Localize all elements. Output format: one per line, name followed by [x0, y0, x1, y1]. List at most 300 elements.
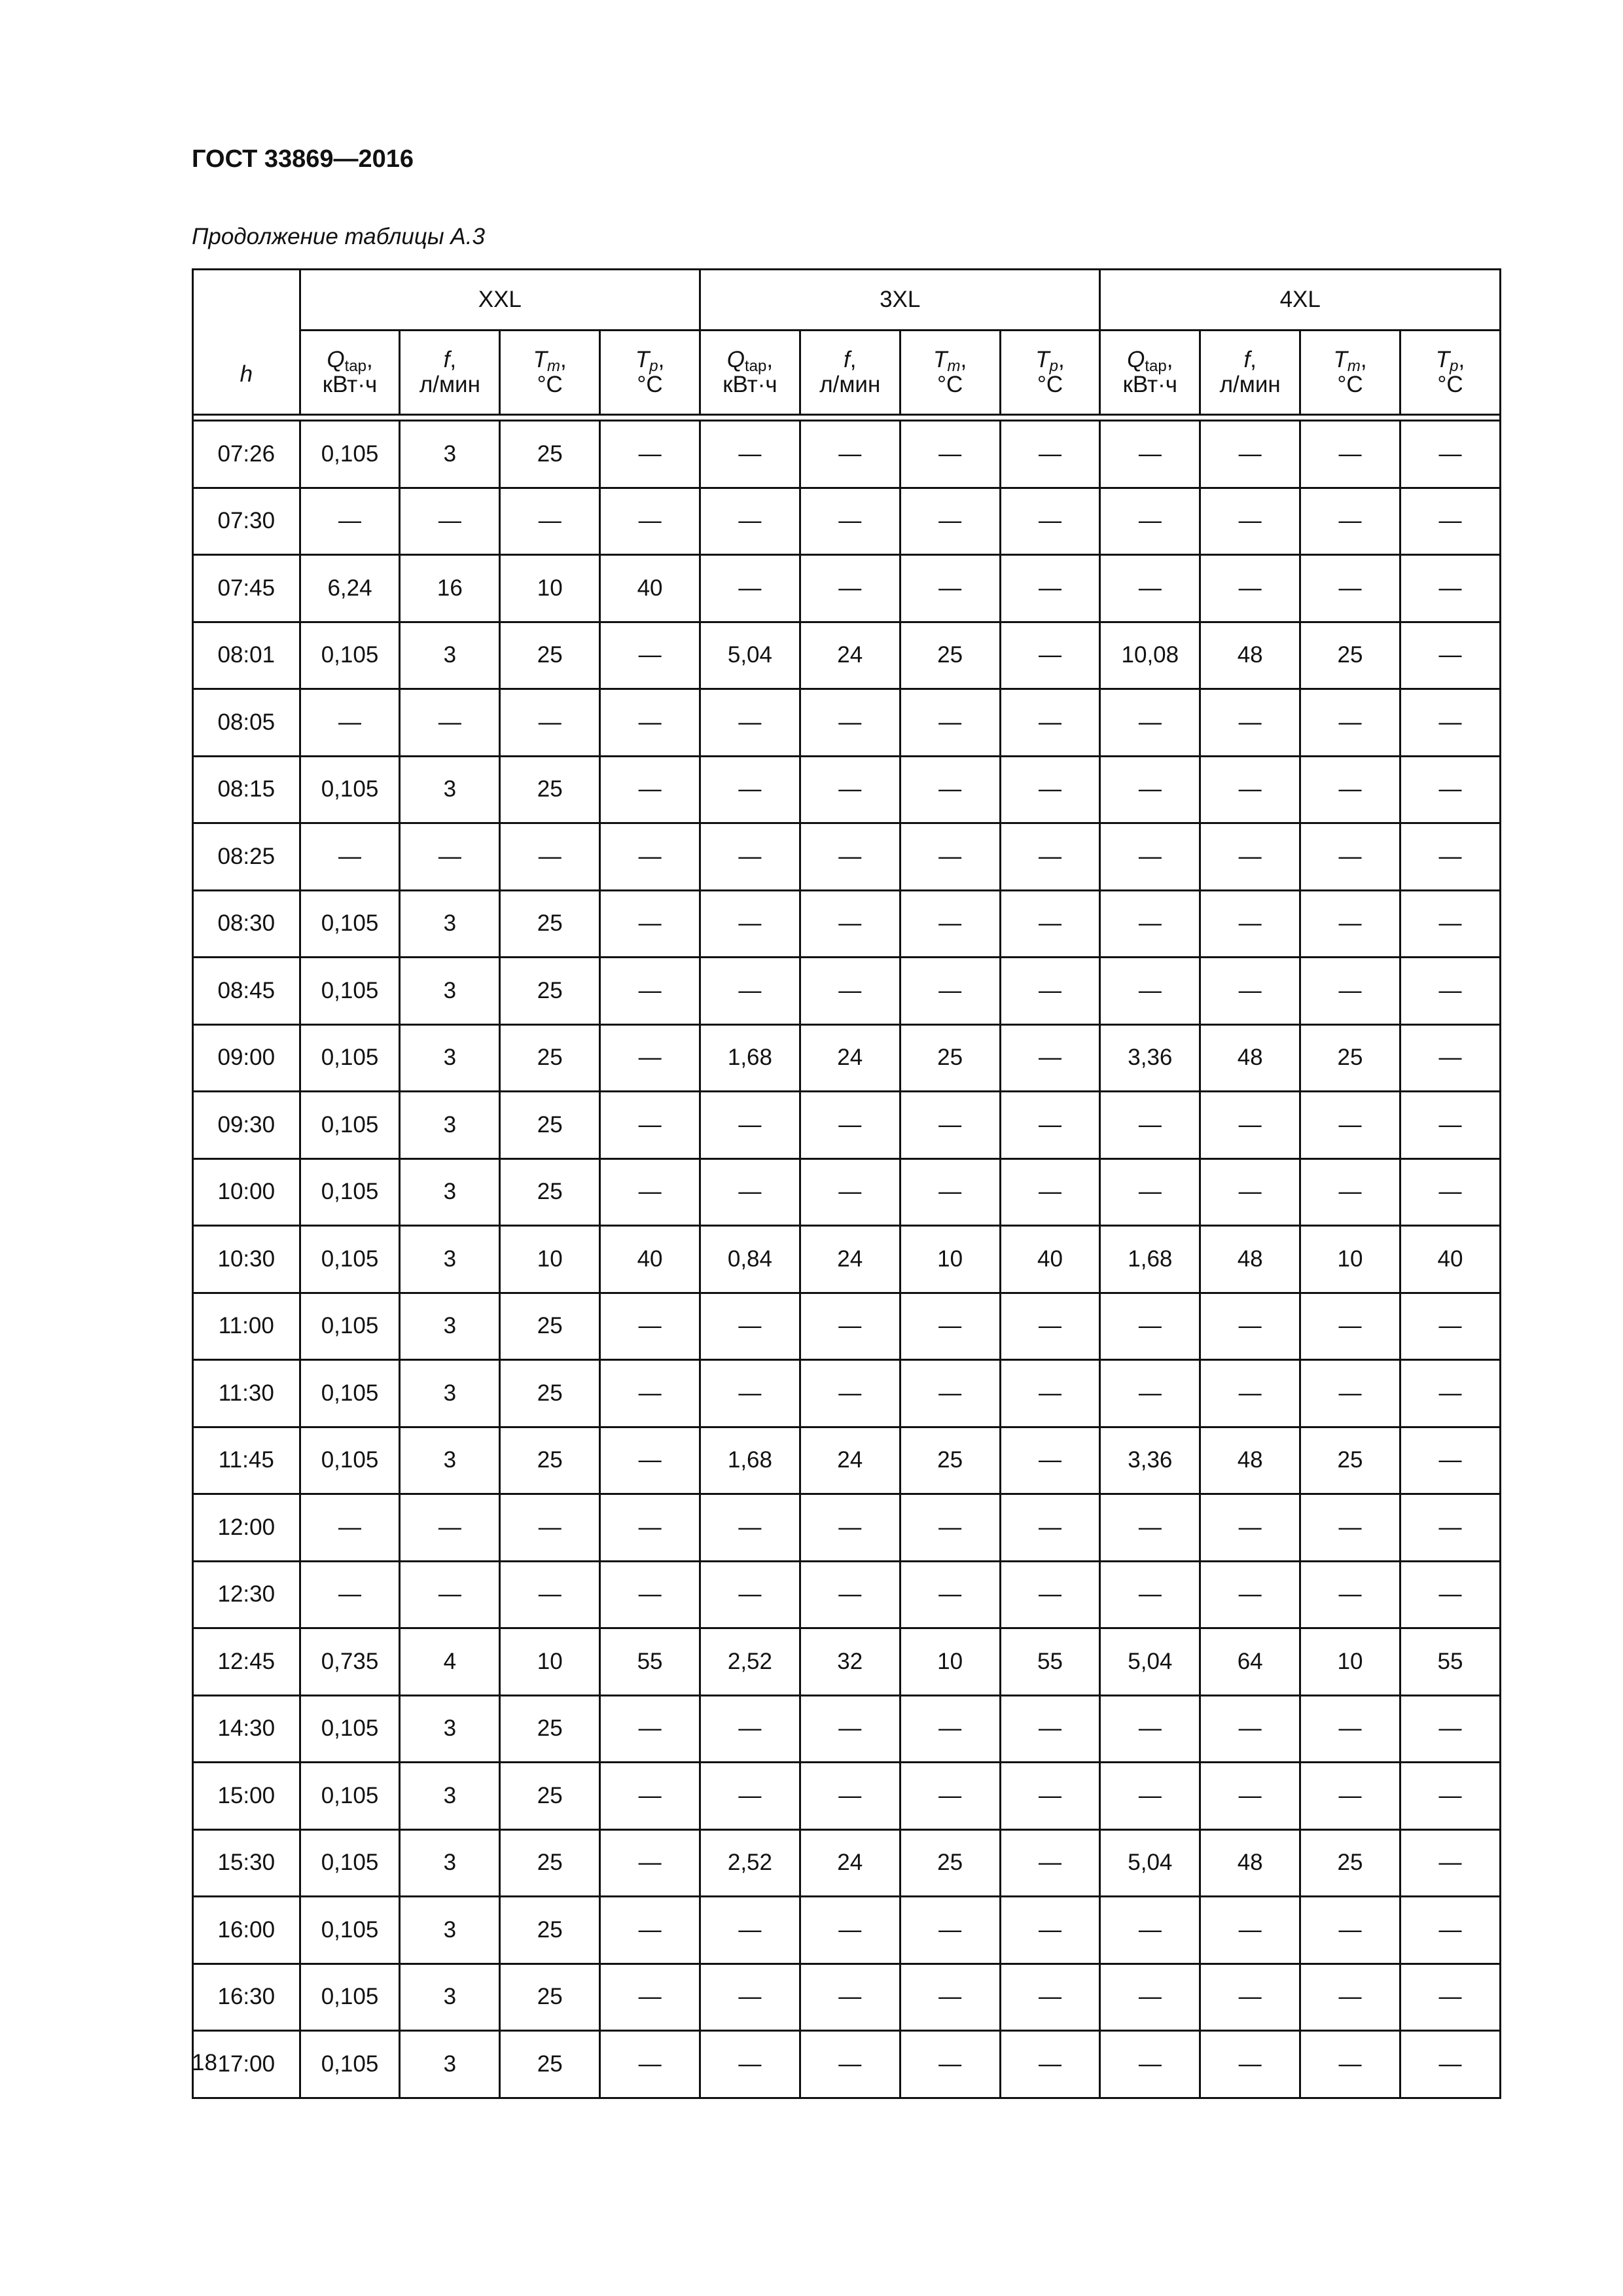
- value-cell: 3: [400, 1763, 500, 1830]
- value-cell: —: [900, 1897, 1000, 1964]
- value-cell: —: [600, 958, 700, 1025]
- value-cell: 0,105: [300, 1964, 400, 2031]
- value-cell: 0,105: [300, 622, 400, 689]
- value-cell: 0,105: [300, 1293, 400, 1360]
- value-cell: 3: [400, 421, 500, 488]
- value-cell: —: [800, 1695, 900, 1763]
- value-cell: 40: [1000, 1226, 1100, 1293]
- value-cell: 3: [400, 1226, 500, 1293]
- value-cell: —: [1100, 823, 1200, 891]
- column-header: $Q_{tap}$, кВт·ч: [700, 331, 800, 415]
- column-unit: л/мин: [1219, 372, 1281, 397]
- value-cell: 3: [400, 1964, 500, 2031]
- value-cell: —: [900, 421, 1000, 488]
- value-cell: 3: [400, 890, 500, 958]
- value-cell: —: [1300, 1092, 1400, 1159]
- value-cell: —: [1300, 756, 1400, 823]
- value-cell: 1,68: [700, 1024, 800, 1092]
- value-cell: —: [1200, 555, 1300, 622]
- value-cell: —: [1400, 958, 1500, 1025]
- value-cell: 3: [400, 1092, 500, 1159]
- value-cell: —: [700, 958, 800, 1025]
- value-cell: —: [1400, 555, 1500, 622]
- value-cell: —: [1400, 1964, 1500, 2031]
- value-cell: —: [500, 1561, 600, 1628]
- value-cell: —: [1400, 488, 1500, 555]
- group-header: 4XL: [1100, 270, 1501, 331]
- value-cell: —: [700, 1494, 800, 1562]
- value-cell: —: [1200, 1561, 1300, 1628]
- time-cell: 10:00: [193, 1158, 300, 1226]
- value-cell: 2,52: [700, 1829, 800, 1897]
- value-cell: 1,68: [700, 1427, 800, 1494]
- value-cell: 25: [1300, 622, 1400, 689]
- time-cell: 16:30: [193, 1964, 300, 2031]
- value-cell: 0,105: [300, 2031, 400, 2098]
- value-cell: —: [1000, 1360, 1100, 1427]
- column-header: $T_p$, °C: [600, 331, 700, 415]
- value-cell: —: [600, 890, 700, 958]
- value-cell: —: [700, 1092, 800, 1159]
- table-row: [193, 689, 1501, 757]
- group-header: 3XL: [700, 270, 1100, 331]
- value-cell: —: [1400, 823, 1500, 891]
- table-row: [193, 421, 1501, 488]
- value-cell: —: [900, 488, 1000, 555]
- value-cell: —: [700, 1695, 800, 1763]
- value-cell: 25: [900, 1427, 1000, 1494]
- value-cell: 3: [400, 756, 500, 823]
- table-row: [193, 1158, 1501, 1226]
- time-cell: 09:00: [193, 1024, 300, 1092]
- value-cell: —: [1300, 1293, 1400, 1360]
- value-cell: —: [800, 1158, 900, 1226]
- value-cell: 25: [500, 1024, 600, 1092]
- value-cell: —: [1100, 1964, 1200, 2031]
- column-subscript: tap: [1145, 357, 1167, 375]
- column-header: $T_m$, °C: [900, 331, 1000, 415]
- column-header: f, л/мин: [1200, 331, 1300, 415]
- time-cell: 10:30: [193, 1226, 300, 1293]
- value-cell: 0,105: [300, 421, 400, 488]
- value-cell: —: [300, 689, 400, 757]
- value-cell: —: [1100, 1092, 1200, 1159]
- table-row: [193, 1293, 1501, 1360]
- column-unit: кВт·ч: [1122, 372, 1178, 397]
- value-cell: —: [1000, 1494, 1100, 1562]
- column-header: $T_m$, °C: [1300, 331, 1400, 415]
- value-cell: —: [1200, 1494, 1300, 1562]
- value-cell: 0,105: [300, 1427, 400, 1494]
- value-cell: 25: [500, 1293, 600, 1360]
- value-cell: —: [1200, 823, 1300, 891]
- value-cell: 32: [800, 1628, 900, 1696]
- value-cell: —: [1300, 555, 1400, 622]
- value-cell: —: [1100, 1763, 1200, 1830]
- value-cell: —: [1200, 756, 1300, 823]
- table-row: [193, 1360, 1501, 1427]
- value-cell: —: [1100, 1494, 1200, 1562]
- value-cell: 25: [900, 1024, 1000, 1092]
- value-cell: —: [1300, 1561, 1400, 1628]
- value-cell: —: [1100, 890, 1200, 958]
- value-cell: 2,52: [700, 1628, 800, 1696]
- value-cell: —: [1300, 1763, 1400, 1830]
- value-cell: 25: [500, 890, 600, 958]
- column-symbol: Q: [327, 346, 345, 372]
- value-cell: 25: [500, 1360, 600, 1427]
- value-cell: —: [1400, 421, 1500, 488]
- table-row: [193, 2031, 1501, 2098]
- value-cell: —: [1400, 1092, 1500, 1159]
- value-cell: 3: [400, 1293, 500, 1360]
- value-cell: —: [1000, 2031, 1100, 2098]
- value-cell: —: [500, 689, 600, 757]
- value-cell: —: [1400, 2031, 1500, 2098]
- value-cell: —: [1000, 421, 1100, 488]
- table-row: [193, 958, 1501, 1025]
- time-cell: 08:25: [193, 823, 300, 891]
- time-cell: 17:00: [193, 2031, 300, 2098]
- value-cell: —: [1100, 2031, 1200, 2098]
- value-cell: —: [700, 555, 800, 622]
- value-cell: 0,105: [300, 1695, 400, 1763]
- column-subscript: p: [1450, 357, 1459, 375]
- value-cell: —: [600, 689, 700, 757]
- column-unit: °C: [936, 372, 963, 397]
- value-cell: 3: [400, 1897, 500, 1964]
- value-cell: —: [700, 1561, 800, 1628]
- table-row: [193, 1494, 1501, 1562]
- value-cell: —: [900, 1695, 1000, 1763]
- column-symbol: T: [635, 346, 650, 372]
- value-cell: 48: [1200, 1226, 1300, 1293]
- value-cell: —: [800, 1763, 900, 1830]
- value-cell: —: [1000, 488, 1100, 555]
- value-cell: 10: [1300, 1226, 1400, 1293]
- value-cell: —: [1000, 823, 1100, 891]
- value-cell: —: [800, 1964, 900, 2031]
- value-cell: —: [900, 1158, 1000, 1226]
- value-cell: —: [1300, 1494, 1400, 1562]
- value-cell: 3: [400, 2031, 500, 2098]
- column-symbol: T: [933, 346, 948, 372]
- value-cell: —: [700, 1964, 800, 2031]
- value-cell: —: [1100, 555, 1200, 622]
- column-symbol: T: [1333, 346, 1347, 372]
- value-cell: 5,04: [1100, 1829, 1200, 1897]
- column-symbol: Q: [726, 346, 745, 372]
- time-cell: 15:30: [193, 1829, 300, 1897]
- value-cell: —: [900, 1360, 1000, 1427]
- time-cell: 12:45: [193, 1628, 300, 1696]
- column-symbol: f: [443, 346, 450, 372]
- value-cell: 3: [400, 1829, 500, 1897]
- column-subscript: m: [947, 357, 961, 375]
- header-separator-row: [193, 415, 1501, 421]
- value-cell: —: [700, 1158, 800, 1226]
- value-cell: —: [900, 1092, 1000, 1159]
- column-subscript: tap: [344, 357, 366, 375]
- value-cell: —: [1400, 1763, 1500, 1830]
- value-cell: —: [800, 421, 900, 488]
- value-cell: —: [1100, 488, 1200, 555]
- value-cell: —: [1000, 1158, 1100, 1226]
- value-cell: 48: [1200, 1829, 1300, 1897]
- table-body: [193, 421, 1501, 2098]
- page-number: 18: [192, 2050, 217, 2075]
- value-cell: —: [500, 1494, 600, 1562]
- value-cell: —: [600, 488, 700, 555]
- value-cell: 25: [500, 756, 600, 823]
- value-cell: 55: [600, 1628, 700, 1696]
- value-cell: 10: [500, 1628, 600, 1696]
- value-cell: —: [800, 1092, 900, 1159]
- table-row: [193, 1427, 1501, 1494]
- time-cell: 11:30: [193, 1360, 300, 1427]
- value-cell: —: [600, 756, 700, 823]
- value-cell: —: [700, 689, 800, 757]
- value-cell: 10: [900, 1628, 1000, 1696]
- row-label-text: h: [240, 361, 253, 387]
- value-cell: —: [700, 1897, 800, 1964]
- column-symbol: Q: [1127, 346, 1145, 372]
- table-row: [193, 890, 1501, 958]
- value-cell: —: [600, 1964, 700, 2031]
- value-cell: —: [1300, 1360, 1400, 1427]
- value-cell: —: [300, 1494, 400, 1562]
- value-cell: —: [800, 488, 900, 555]
- value-cell: 25: [900, 1829, 1000, 1897]
- value-cell: 3: [400, 1427, 500, 1494]
- value-cell: —: [800, 689, 900, 757]
- value-cell: —: [1000, 1024, 1100, 1092]
- value-cell: —: [1000, 1829, 1100, 1897]
- value-cell: —: [600, 1494, 700, 1562]
- value-cell: —: [1100, 421, 1200, 488]
- value-cell: —: [900, 958, 1000, 1025]
- value-cell: 25: [500, 622, 600, 689]
- time-cell: 11:45: [193, 1427, 300, 1494]
- value-cell: 1,68: [1100, 1226, 1200, 1293]
- document-title: ГОСТ 33869—2016: [192, 145, 414, 173]
- value-cell: 48: [1200, 1427, 1300, 1494]
- value-cell: —: [1400, 890, 1500, 958]
- value-cell: —: [600, 1897, 700, 1964]
- value-cell: —: [1200, 488, 1300, 555]
- time-cell: 07:30: [193, 488, 300, 555]
- value-cell: 64: [1200, 1628, 1300, 1696]
- value-cell: 55: [1400, 1628, 1500, 1696]
- time-cell: 14:30: [193, 1695, 300, 1763]
- time-cell: 11:00: [193, 1293, 300, 1360]
- value-cell: 0,105: [300, 1226, 400, 1293]
- value-cell: —: [900, 1561, 1000, 1628]
- value-cell: —: [1200, 1695, 1300, 1763]
- value-cell: 0,105: [300, 1092, 400, 1159]
- value-cell: —: [1200, 1293, 1300, 1360]
- table-header: [193, 270, 1501, 421]
- value-cell: 24: [800, 1024, 900, 1092]
- value-cell: —: [1200, 689, 1300, 757]
- value-cell: 48: [1200, 622, 1300, 689]
- column-unit: °C: [1037, 372, 1063, 397]
- value-cell: 40: [600, 555, 700, 622]
- value-cell: 0,105: [300, 1158, 400, 1226]
- column-header: f, л/мин: [400, 331, 500, 415]
- value-cell: —: [1400, 1829, 1500, 1897]
- table-row: [193, 756, 1501, 823]
- value-cell: —: [1100, 1360, 1200, 1427]
- value-cell: —: [1200, 1360, 1300, 1427]
- value-cell: —: [1200, 1763, 1300, 1830]
- value-cell: —: [1200, 1897, 1300, 1964]
- value-cell: —: [500, 823, 600, 891]
- value-cell: —: [700, 1360, 800, 1427]
- value-cell: —: [1000, 1763, 1100, 1830]
- value-cell: —: [1000, 890, 1100, 958]
- table-row: [193, 1763, 1501, 1830]
- time-cell: 09:30: [193, 1092, 300, 1159]
- table-row: [193, 488, 1501, 555]
- value-cell: —: [900, 2031, 1000, 2098]
- value-cell: 0,105: [300, 1024, 400, 1092]
- value-cell: —: [700, 488, 800, 555]
- value-cell: 3,36: [1100, 1024, 1200, 1092]
- value-cell: —: [1400, 1897, 1500, 1964]
- value-cell: 3: [400, 622, 500, 689]
- table-row: [193, 555, 1501, 622]
- value-cell: —: [1100, 1897, 1200, 1964]
- column-symbol: f: [1243, 346, 1251, 372]
- value-cell: —: [1400, 1360, 1500, 1427]
- value-cell: —: [900, 1494, 1000, 1562]
- value-cell: 0,105: [300, 1360, 400, 1427]
- column-unit: л/мин: [419, 372, 480, 397]
- value-cell: —: [800, 1561, 900, 1628]
- column-unit: °C: [1437, 372, 1463, 397]
- table-row: [193, 823, 1501, 891]
- value-cell: —: [1400, 1427, 1500, 1494]
- value-cell: —: [1000, 1092, 1100, 1159]
- value-cell: —: [500, 488, 600, 555]
- table-row: [193, 1897, 1501, 1964]
- value-cell: —: [900, 890, 1000, 958]
- data-table: [192, 268, 1501, 2099]
- value-cell: —: [400, 1561, 500, 1628]
- value-cell: 25: [500, 1964, 600, 2031]
- value-cell: —: [1000, 1293, 1100, 1360]
- value-cell: 3: [400, 1024, 500, 1092]
- value-cell: 10: [900, 1226, 1000, 1293]
- column-subscript: m: [1347, 357, 1361, 375]
- table-row: [193, 1561, 1501, 1628]
- value-cell: —: [800, 1360, 900, 1427]
- value-cell: 0,105: [300, 756, 400, 823]
- value-cell: —: [1300, 890, 1400, 958]
- value-cell: —: [1000, 958, 1100, 1025]
- value-cell: 0,105: [300, 958, 400, 1025]
- value-cell: —: [1400, 1024, 1500, 1092]
- value-cell: 25: [500, 1763, 600, 1830]
- value-cell: —: [1300, 1695, 1400, 1763]
- value-cell: —: [400, 689, 500, 757]
- value-cell: —: [1000, 1427, 1100, 1494]
- time-cell: 07:26: [193, 421, 300, 488]
- row-label-header: [193, 270, 300, 415]
- value-cell: —: [1000, 622, 1100, 689]
- value-cell: —: [600, 1829, 700, 1897]
- value-cell: —: [1000, 1561, 1100, 1628]
- time-cell: 07:45: [193, 555, 300, 622]
- value-cell: 4: [400, 1628, 500, 1696]
- value-cell: —: [800, 823, 900, 891]
- value-cell: —: [400, 1494, 500, 1562]
- value-cell: —: [1400, 756, 1500, 823]
- value-cell: —: [1400, 1293, 1500, 1360]
- column-subscript: p: [649, 357, 658, 375]
- value-cell: —: [1400, 689, 1500, 757]
- value-cell: 10: [500, 555, 600, 622]
- value-cell: —: [1000, 1897, 1100, 1964]
- value-cell: 25: [500, 958, 600, 1025]
- column-header: f, л/мин: [800, 331, 900, 415]
- column-header: $T_m$, °C: [500, 331, 600, 415]
- value-cell: —: [1400, 1695, 1500, 1763]
- value-cell: —: [1300, 1964, 1400, 2031]
- column-symbol: f: [844, 346, 850, 372]
- value-cell: —: [900, 1293, 1000, 1360]
- column-subscript: p: [1049, 357, 1058, 375]
- value-cell: 40: [600, 1226, 700, 1293]
- value-cell: —: [1300, 488, 1400, 555]
- header-units-row: [193, 331, 1501, 415]
- value-cell: 25: [500, 2031, 600, 2098]
- value-cell: 3: [400, 1360, 500, 1427]
- value-cell: —: [1100, 1158, 1200, 1226]
- value-cell: —: [600, 1763, 700, 1830]
- value-cell: —: [1000, 1964, 1100, 2031]
- column-header: $T_p$, °C: [1000, 331, 1100, 415]
- value-cell: —: [700, 2031, 800, 2098]
- value-cell: 25: [500, 1829, 600, 1897]
- column-subscript: m: [547, 357, 561, 375]
- column-symbol: T: [1035, 346, 1050, 372]
- value-cell: —: [800, 890, 900, 958]
- value-cell: 25: [500, 1695, 600, 1763]
- value-cell: 24: [800, 622, 900, 689]
- value-cell: —: [1000, 689, 1100, 757]
- time-cell: 16:00: [193, 1897, 300, 1964]
- table-row: [193, 1964, 1501, 2031]
- value-cell: —: [1000, 1695, 1100, 1763]
- column-unit: л/мин: [819, 372, 881, 397]
- value-cell: —: [1200, 958, 1300, 1025]
- value-cell: 0,105: [300, 1763, 400, 1830]
- column-symbol: T: [1435, 346, 1450, 372]
- value-cell: —: [700, 890, 800, 958]
- time-cell: 08:15: [193, 756, 300, 823]
- value-cell: —: [800, 1293, 900, 1360]
- value-cell: —: [1200, 890, 1300, 958]
- value-cell: 24: [800, 1427, 900, 1494]
- value-cell: —: [1400, 1494, 1500, 1562]
- value-cell: 5,04: [1100, 1628, 1200, 1696]
- value-cell: —: [1000, 756, 1100, 823]
- value-cell: —: [300, 1561, 400, 1628]
- value-cell: —: [1100, 756, 1200, 823]
- value-cell: 5,04: [700, 622, 800, 689]
